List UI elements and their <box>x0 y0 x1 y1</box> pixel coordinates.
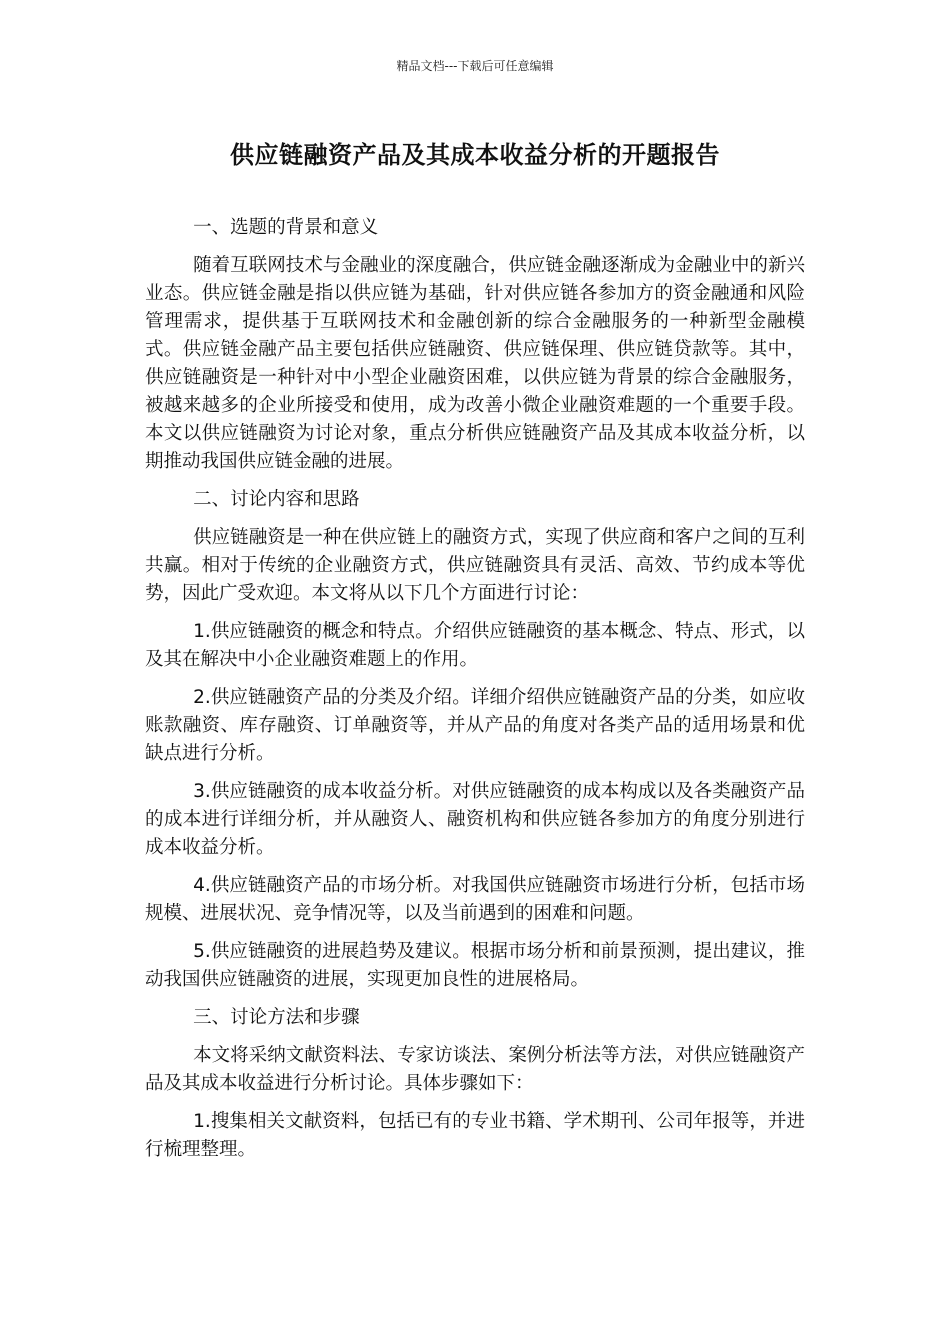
section-heading-methods: 三、讨论方法和步骤 <box>193 1007 360 1028</box>
document-body <box>145 214 805 1174</box>
list-item: 5.供应链融资的进展趋势及建议。根据市场分析和前景预测，提出建议，推动我国供应链融资的进展，实现更加良性的进展格局。 <box>145 941 805 990</box>
document-title: 供应链融资产品及其成本收益分析的开题报告 <box>230 141 720 169</box>
paragraph: 随着互联网技术与金融业的深度融合，供应链金融逐渐成为金融业中的新兴业态。供应链金融是指以供应链为基础，针对供应链各参加方的资金融通和风险管理需求，提供基于互联网技术和金融创新的综合金融服务的一种新型金融模式。供应链金融产品主要包括供应链融资、供应链保理、供应链贷款等。其中，供应链融资是一种针对中小型企业融资困难，以供应链为背景的综合金融服务，被越来越多的企业所接受和使用，成为改善小微企业融资难题的一个重要手段。本文以供应链融资为讨论对象，重点分析供应链融资产品及其成本收益分析，以期推动我国供应链金融的进展。 <box>145 255 805 472</box>
paragraph: 供应链融资是一种在供应链上的融资方式，实现了供应商和客户之间的互利共赢。相对于传统的企业融资方式，供应链融资具有灵活、高效、节约成本等优势，因此广受欢迎。本文将从以下几个方面进行讨论： <box>145 527 805 604</box>
list-item: 3.供应链融资的成本收益分析。对供应链融资的成本构成以及各类融资产品的成本进行详细分析，并从融资人、融资机构和供应链各参加方的角度分别进行成本收益分析。 <box>145 781 805 858</box>
section-heading-content: 二、讨论内容和思路 <box>193 489 360 510</box>
section-heading-background: 一、选题的背景和意义 <box>193 217 379 238</box>
list-item: 4.供应链融资产品的市场分析。对我国供应链融资市场进行分析，包括市场规模、进展状况、竞争情况等，以及当前遇到的困难和问题。 <box>145 875 805 924</box>
list-item: 1.搜集相关文献资料，包括已有的专业书籍、学术期刊、公司年报等，并进行梳理整理。 <box>145 1111 805 1160</box>
paragraph: 本文将采纳文献资料法、专家访谈法、案例分析法等方法，对供应链融资产品及其成本收益进行分析讨论。具体步骤如下： <box>145 1045 805 1094</box>
list-item: 1.供应链融资的概念和特点。介绍供应链融资的基本概念、特点、形式，以及其在解决中小企业融资难题上的作用。 <box>145 621 805 670</box>
page-header: 精品文档---下载后可任意编辑 <box>396 59 554 73</box>
list-item: 2.供应链融资产品的分类及介绍。详细介绍供应链融资产品的分类，如应收账款融资、库存融资、订单融资等，并从产品的角度对各类产品的适用场景和优缺点进行分析。 <box>145 687 805 764</box>
